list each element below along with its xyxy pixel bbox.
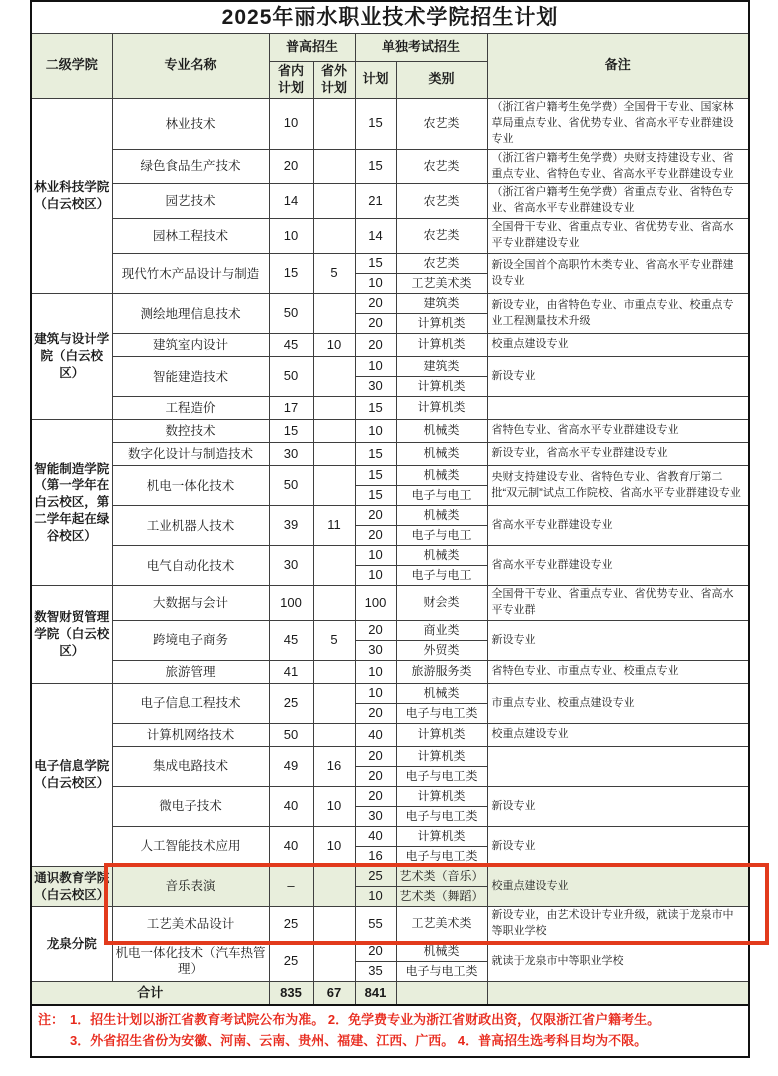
exam-plan-cell: 100 xyxy=(355,586,396,621)
exam-category-cell: 计算机类 xyxy=(396,377,487,397)
footnote-line-1: 1．招生计划以浙江省教育考试院公布为准。 2．免学费专业为浙江省财政出资，仅限浙江省户籍考生。 xyxy=(70,1012,661,1028)
table-row xyxy=(31,621,749,641)
college-cell: 龙泉分院 xyxy=(31,907,112,982)
province-in-cell: 30 xyxy=(269,443,313,466)
province-out-cell xyxy=(313,420,355,443)
remark-cell: 省特色专业、省高水平专业群建设专业 xyxy=(487,420,749,443)
province-out-cell xyxy=(313,941,355,981)
exam-plan-cell: 10 xyxy=(355,546,396,566)
total-exam-plan: 841 xyxy=(355,981,396,1005)
exam-plan-cell: 30 xyxy=(355,377,396,397)
exam-category-cell: 旅游服务类 xyxy=(396,661,487,684)
province-in-cell: 100 xyxy=(269,586,313,621)
major-cell: 旅游管理 xyxy=(112,661,269,684)
table-row xyxy=(31,661,749,684)
table-row xyxy=(31,149,749,184)
remark-cell xyxy=(487,397,749,420)
exam-category-cell: 机械类 xyxy=(396,420,487,443)
table-row xyxy=(31,254,749,274)
exam-category-cell: 计算机类 xyxy=(396,827,487,847)
major-cell: 智能建造技术 xyxy=(112,357,269,397)
exam-category-cell: 农艺类 xyxy=(396,219,487,254)
table-row xyxy=(31,747,749,767)
header-exam-plan: 计划 xyxy=(355,62,396,99)
exam-category-cell: 计算机类 xyxy=(396,724,487,747)
province-out-cell xyxy=(313,397,355,420)
province-in-cell: 50 xyxy=(269,466,313,506)
remark-cell: 全国骨干专业、省重点专业、省优势专业、省高水平专业群建设专业 xyxy=(487,219,749,254)
exam-plan-cell: 20 xyxy=(355,294,396,314)
exam-category-cell: 外贸类 xyxy=(396,641,487,661)
exam-plan-cell: 15 xyxy=(355,254,396,274)
province-in-cell: 30 xyxy=(269,546,313,586)
exam-category-cell: 电子与电工类 xyxy=(396,961,487,981)
major-cell: 音乐表演 xyxy=(112,867,269,907)
table-row xyxy=(31,506,749,526)
college-cell: 通识教育学院（白云校区） xyxy=(31,867,112,907)
major-cell: 工业机器人技术 xyxy=(112,506,269,546)
exam-plan-cell: 20 xyxy=(355,334,396,357)
exam-plan-cell: 10 xyxy=(355,887,396,907)
table-row xyxy=(31,357,749,377)
footnotes xyxy=(38,1010,742,1050)
province-in-cell: – xyxy=(269,867,313,907)
major-cell: 机电一体化技术 xyxy=(112,466,269,506)
exam-plan-cell: 20 xyxy=(355,506,396,526)
exam-plan-cell: 20 xyxy=(355,621,396,641)
header-exam-category: 类别 xyxy=(396,62,487,99)
footnote-line-2: 3．外省招生省份为安徽、河南、云南、贵州、福建、江西、广西。 4．普高招生选考科目均为不限。 xyxy=(70,1032,648,1048)
remark-cell: 校重点建设专业 xyxy=(487,724,749,747)
province-out-cell: 10 xyxy=(313,787,355,827)
province-out-cell xyxy=(313,357,355,397)
remark-cell: 校重点建设专业 xyxy=(487,334,749,357)
table-row xyxy=(31,98,749,149)
exam-plan-cell: 55 xyxy=(355,907,396,942)
exam-plan-cell: 40 xyxy=(355,827,396,847)
exam-category-cell: 电子与电工 xyxy=(396,566,487,586)
total-row xyxy=(31,981,749,1005)
total-category-empty xyxy=(396,981,487,1005)
exam-plan-cell: 20 xyxy=(355,747,396,767)
major-cell: 人工智能技术应用 xyxy=(112,827,269,867)
province-out-cell xyxy=(313,294,355,334)
exam-category-cell: 机械类 xyxy=(396,506,487,526)
exam-plan-cell: 15 xyxy=(355,486,396,506)
major-cell: 机电一体化技术（汽车热管理） xyxy=(112,941,269,981)
exam-plan-cell: 20 xyxy=(355,704,396,724)
remark-cell: 新设专业 xyxy=(487,621,749,661)
province-out-cell xyxy=(313,98,355,149)
college-cell: 智能制造学院（第一学年在白云校区，第二学年起在绿谷校区） xyxy=(31,420,112,586)
header-major: 专业名称 xyxy=(112,34,269,99)
enrollment-plan-table xyxy=(30,0,750,1058)
remark-cell: 新设专业，省高水平专业群建设专业 xyxy=(487,443,749,466)
exam-plan-cell: 20 xyxy=(355,787,396,807)
exam-category-cell: 机械类 xyxy=(396,546,487,566)
exam-plan-cell: 16 xyxy=(355,847,396,867)
total-label: 合计 xyxy=(31,981,269,1005)
table-row xyxy=(31,684,749,704)
exam-plan-cell: 30 xyxy=(355,807,396,827)
header-remarks: 备注 xyxy=(487,34,749,99)
exam-category-cell: 工艺美术类 xyxy=(396,907,487,942)
notes-row xyxy=(31,1005,749,1056)
major-cell: 跨境电子商务 xyxy=(112,621,269,661)
major-cell: 电子信息工程技术 xyxy=(112,684,269,724)
table-row xyxy=(31,787,749,807)
province-in-cell: 14 xyxy=(269,184,313,219)
province-in-cell: 10 xyxy=(269,98,313,149)
remark-cell: （浙江省户籍考生免学费）省重点专业、省特色专业、省高水平专业群建设专业 xyxy=(487,184,749,219)
exam-category-cell: 艺术类（音乐） xyxy=(396,867,487,887)
exam-category-cell: 建筑类 xyxy=(396,294,487,314)
table-row xyxy=(31,443,749,466)
exam-category-cell: 农艺类 xyxy=(396,149,487,184)
exam-category-cell: 电子与电工类 xyxy=(396,767,487,787)
major-cell: 建筑室内设计 xyxy=(112,334,269,357)
exam-category-cell: 机械类 xyxy=(396,941,487,961)
table-row xyxy=(31,420,749,443)
remark-cell: 新设专业 xyxy=(487,357,749,397)
exam-plan-cell: 30 xyxy=(355,641,396,661)
major-cell: 园艺技术 xyxy=(112,184,269,219)
exam-plan-cell: 10 xyxy=(355,274,396,294)
page-title: 2025年丽水职业技术学院招生计划 xyxy=(31,1,749,34)
exam-category-cell: 工艺美术类 xyxy=(396,274,487,294)
college-cell: 建筑与设计学院（白云校区） xyxy=(31,294,112,420)
province-in-cell: 10 xyxy=(269,219,313,254)
remark-cell: （浙江省户籍考生免学费）全国骨干专业、国家林草局重点专业、省优势专业、省高水平专业群建设专业 xyxy=(487,98,749,149)
enrollment-plan-table-wrap xyxy=(30,0,748,1058)
exam-plan-cell: 10 xyxy=(355,661,396,684)
college-cell: 林业科技学院（白云校区） xyxy=(31,98,112,293)
table-row xyxy=(31,397,749,420)
remark-cell: 全国骨干专业、省重点专业、省优势专业、省高水平专业群 xyxy=(487,586,749,621)
exam-plan-cell: 15 xyxy=(355,397,396,420)
table-row xyxy=(31,546,749,566)
remark-cell: 省高水平专业群建设专业 xyxy=(487,546,749,586)
remark-cell: 就读于龙泉市中等职业学校 xyxy=(487,941,749,981)
province-out-cell xyxy=(313,219,355,254)
province-in-cell: 45 xyxy=(269,621,313,661)
table-row xyxy=(31,334,749,357)
major-cell: 林业技术 xyxy=(112,98,269,149)
province-out-cell: 5 xyxy=(313,254,355,294)
province-out-cell xyxy=(313,149,355,184)
table-row xyxy=(31,827,749,847)
exam-category-cell: 农艺类 xyxy=(396,254,487,274)
exam-plan-cell: 25 xyxy=(355,867,396,887)
exam-category-cell: 计算机类 xyxy=(396,334,487,357)
major-cell: 工程造价 xyxy=(112,397,269,420)
exam-category-cell: 机械类 xyxy=(396,466,487,486)
province-in-cell: 41 xyxy=(269,661,313,684)
province-in-cell: 15 xyxy=(269,420,313,443)
exam-category-cell: 电子与电工类 xyxy=(396,704,487,724)
exam-category-cell: 计算机类 xyxy=(396,397,487,420)
remark-cell: 校重点建设专业 xyxy=(487,867,749,907)
province-in-cell: 17 xyxy=(269,397,313,420)
exam-plan-cell: 20 xyxy=(355,941,396,961)
table-row xyxy=(31,724,749,747)
province-out-cell: 10 xyxy=(313,334,355,357)
remark-cell: 省高水平专业群建设专业 xyxy=(487,506,749,546)
table-row xyxy=(31,184,749,219)
exam-plan-cell: 10 xyxy=(355,684,396,704)
exam-category-cell: 电子与电工类 xyxy=(396,807,487,827)
major-cell: 数字化设计与制造技术 xyxy=(112,443,269,466)
major-cell: 微电子技术 xyxy=(112,787,269,827)
table-row xyxy=(31,586,749,621)
province-out-cell xyxy=(313,184,355,219)
exam-category-cell: 电子与电工 xyxy=(396,486,487,506)
major-cell: 现代竹木产品设计与制造 xyxy=(112,254,269,294)
province-out-cell: 16 xyxy=(313,747,355,787)
exam-plan-cell: 15 xyxy=(355,466,396,486)
header-college: 二级学院 xyxy=(31,34,112,99)
province-out-cell xyxy=(313,661,355,684)
remark-cell: 央财支持建设专业、省特色专业、省教育厅第二批“双元制”试点工作院校、省高水平专业群建设专业 xyxy=(487,466,749,506)
major-cell: 电气自动化技术 xyxy=(112,546,269,586)
province-out-cell xyxy=(313,867,355,907)
exam-category-cell: 机械类 xyxy=(396,443,487,466)
province-in-cell: 49 xyxy=(269,747,313,787)
province-in-cell: 39 xyxy=(269,506,313,546)
exam-plan-cell: 20 xyxy=(355,526,396,546)
exam-category-cell: 农艺类 xyxy=(396,98,487,149)
exam-plan-cell: 15 xyxy=(355,149,396,184)
province-in-cell: 20 xyxy=(269,149,313,184)
exam-plan-cell: 10 xyxy=(355,357,396,377)
exam-category-cell: 商业类 xyxy=(396,621,487,641)
major-cell: 园林工程技术 xyxy=(112,219,269,254)
exam-category-cell: 艺术类（舞蹈） xyxy=(396,887,487,907)
province-in-cell: 25 xyxy=(269,684,313,724)
province-in-cell: 40 xyxy=(269,827,313,867)
header-putong-group: 普高招生 xyxy=(269,34,355,62)
province-in-cell: 40 xyxy=(269,787,313,827)
province-in-cell: 50 xyxy=(269,357,313,397)
major-cell: 工艺美术品设计 xyxy=(112,907,269,942)
remark-cell: 省特色专业、市重点专业、校重点专业 xyxy=(487,661,749,684)
province-out-cell: 5 xyxy=(313,621,355,661)
remark-cell: 新设专业，由省特色专业、市重点专业、校重点专业工程测量技术升级 xyxy=(487,294,749,334)
province-out-cell xyxy=(313,546,355,586)
remark-cell: 新设专业 xyxy=(487,827,749,867)
table-row xyxy=(31,294,749,314)
table-row xyxy=(31,466,749,486)
header-province-out-plan: 省外计划 xyxy=(313,62,355,99)
remark-cell: 新设专业 xyxy=(487,787,749,827)
table-row xyxy=(31,907,749,942)
major-cell: 绿色食品生产技术 xyxy=(112,149,269,184)
exam-plan-cell: 20 xyxy=(355,767,396,787)
exam-plan-cell: 15 xyxy=(355,98,396,149)
province-out-cell xyxy=(313,586,355,621)
total-remark-empty xyxy=(487,981,749,1005)
province-out-cell xyxy=(313,684,355,724)
province-out-cell xyxy=(313,443,355,466)
exam-category-cell: 财会类 xyxy=(396,586,487,621)
province-out-cell: 10 xyxy=(313,827,355,867)
province-in-cell: 25 xyxy=(269,941,313,981)
college-cell: 数智财贸管理学院（白云校区） xyxy=(31,586,112,684)
exam-category-cell: 计算机类 xyxy=(396,787,487,807)
major-cell: 测绘地理信息技术 xyxy=(112,294,269,334)
remark-cell: 新设全国首个高职竹木类专业、省高水平专业群建设专业 xyxy=(487,254,749,294)
header-dandu-group: 单独考试招生 xyxy=(355,34,487,62)
exam-category-cell: 计算机类 xyxy=(396,747,487,767)
exam-plan-cell: 14 xyxy=(355,219,396,254)
table-row xyxy=(31,867,749,887)
major-cell: 计算机网络技术 xyxy=(112,724,269,747)
table-row xyxy=(31,941,749,961)
exam-category-cell: 电子与电工 xyxy=(396,526,487,546)
province-in-cell: 50 xyxy=(269,294,313,334)
province-in-cell: 15 xyxy=(269,254,313,294)
exam-plan-cell: 21 xyxy=(355,184,396,219)
exam-plan-cell: 15 xyxy=(355,443,396,466)
exam-category-cell: 建筑类 xyxy=(396,357,487,377)
province-out-cell: 11 xyxy=(313,506,355,546)
exam-plan-cell: 40 xyxy=(355,724,396,747)
exam-plan-cell: 35 xyxy=(355,961,396,981)
remark-cell: （浙江省户籍考生免学费）央财支持建设专业、省重点专业、省特色专业、省高水平专业群建设专业 xyxy=(487,149,749,184)
exam-plan-cell: 20 xyxy=(355,314,396,334)
major-cell: 集成电路技术 xyxy=(112,747,269,787)
exam-category-cell: 计算机类 xyxy=(396,314,487,334)
footnote-prefix: 注： xyxy=(38,1012,65,1028)
exam-category-cell: 机械类 xyxy=(396,684,487,704)
province-in-cell: 45 xyxy=(269,334,313,357)
total-province-in: 835 xyxy=(269,981,313,1005)
remark-cell xyxy=(487,747,749,787)
province-out-cell xyxy=(313,466,355,506)
table-row xyxy=(31,219,749,254)
major-cell: 大数据与会计 xyxy=(112,586,269,621)
header-province-in-plan: 省内计划 xyxy=(269,62,313,99)
exam-category-cell: 电子与电工类 xyxy=(396,847,487,867)
exam-category-cell: 农艺类 xyxy=(396,184,487,219)
province-out-cell xyxy=(313,724,355,747)
remark-cell: 新设专业，由艺术设计专业升级，就读于龙泉市中等职业学校 xyxy=(487,907,749,942)
province-in-cell: 25 xyxy=(269,907,313,942)
exam-plan-cell: 10 xyxy=(355,566,396,586)
remark-cell: 市重点专业、校重点建设专业 xyxy=(487,684,749,724)
exam-plan-cell: 10 xyxy=(355,420,396,443)
college-cell: 电子信息学院（白云校区） xyxy=(31,684,112,867)
province-in-cell: 50 xyxy=(269,724,313,747)
total-province-out: 67 xyxy=(313,981,355,1005)
province-out-cell xyxy=(313,907,355,942)
major-cell: 数控技术 xyxy=(112,420,269,443)
